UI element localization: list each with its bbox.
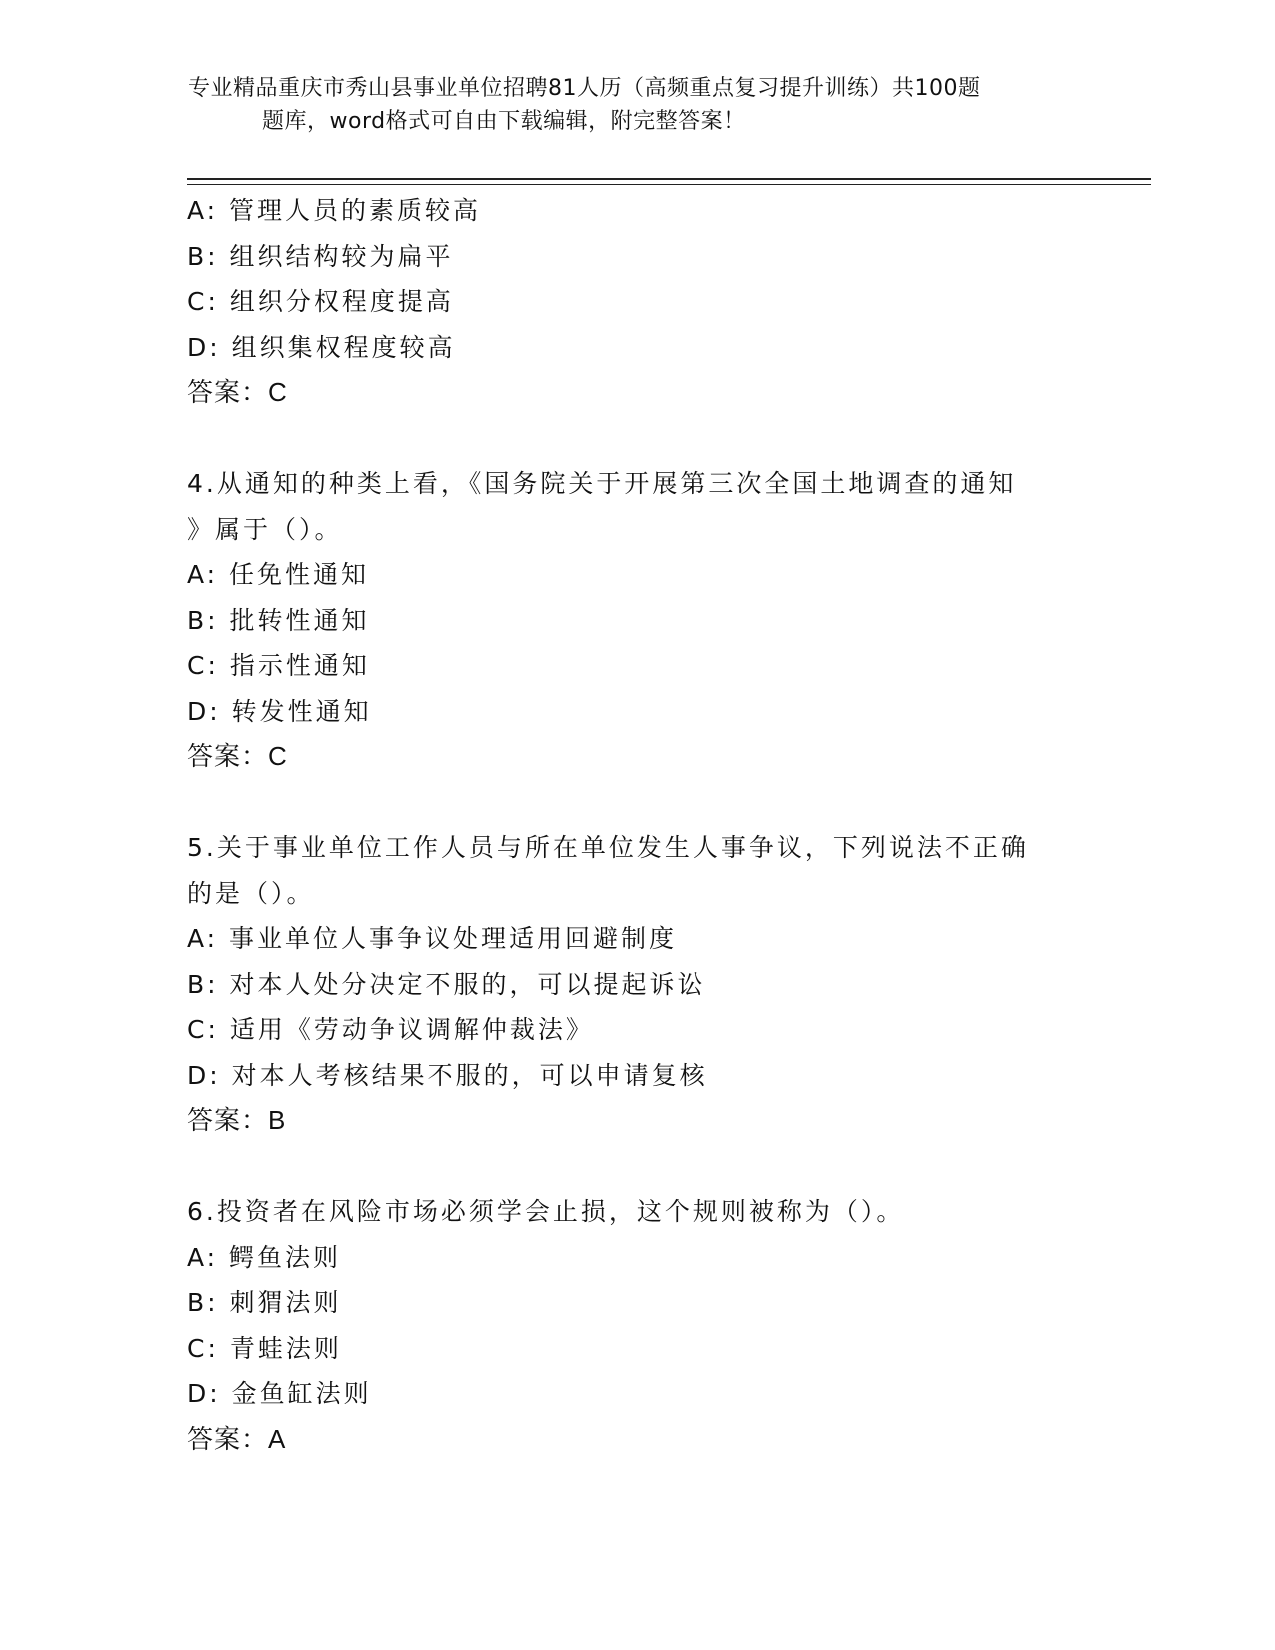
option-b: B: 组织结构较为扁平 (187, 241, 454, 271)
document-header (188, 72, 1088, 138)
answer: 答案：C (187, 741, 288, 771)
option-c: C: 适用《劳动争议调解仲裁法》 (187, 1015, 594, 1044)
spacer (187, 1144, 1087, 1190)
question-stem: 6.投资者在风险市场必须学会止损，这个规则被称为（）。 (187, 1197, 905, 1226)
question-4 (187, 461, 1087, 780)
answer: 答案：B (187, 1105, 287, 1135)
option-a: A: 事业单位人事争议处理适用回避制度 (187, 924, 678, 953)
spacer (187, 780, 1087, 826)
option-d: D: 对本人考核结果不服的，可以申请复核 (187, 1060, 708, 1090)
header-title-line2: 题库，word格式可自由下载编辑，附完整答案！ (262, 109, 746, 134)
question-stem: 5.关于事业单位工作人员与所在单位发生人事争议，下列说法不正确 (187, 833, 1029, 862)
question-stem-continued: 》属于（）。 (187, 514, 343, 544)
option-c: C: 指示性通知 (187, 651, 370, 680)
question-3 (187, 188, 1087, 416)
header-divider-thin (187, 184, 1151, 185)
answer: 答案：A (187, 1423, 287, 1454)
option-b: B: 刺猬法则 (187, 1288, 342, 1317)
header-divider-thick (187, 178, 1151, 180)
option-a: A: 管理人员的素质较高 (187, 196, 482, 225)
option-c: C: 青蛙法则 (187, 1333, 342, 1363)
question-stem: 4.从通知的种类上看，《国务院关于开展第三次全国土地调查的通知 (187, 469, 1017, 498)
option-d: D: 组织集权程度较高 (187, 332, 456, 362)
question-5 (187, 825, 1087, 1144)
spacer (187, 416, 1087, 462)
header-title-line1: 专业精品重庆市秀山县事业单位招聘81人历（高频重点复习提升训练）共100题 (188, 76, 981, 101)
option-b: B: 批转性通知 (187, 605, 370, 635)
option-c: C: 组织分权程度提高 (187, 287, 454, 316)
option-a: A: 鳄鱼法则 (187, 1242, 342, 1272)
option-a: A: 任免性通知 (187, 560, 370, 589)
option-d: D: 转发性通知 (187, 696, 372, 726)
question-stem-continued: 的是（）。 (187, 878, 315, 908)
option-b: B: 对本人处分决定不服的，可以提起诉讼 (187, 969, 706, 999)
option-d: D: 金鱼缸法则 (187, 1379, 372, 1408)
answer: 答案：C (187, 377, 288, 407)
question-6 (187, 1189, 1087, 1462)
question-list (187, 188, 1087, 1462)
